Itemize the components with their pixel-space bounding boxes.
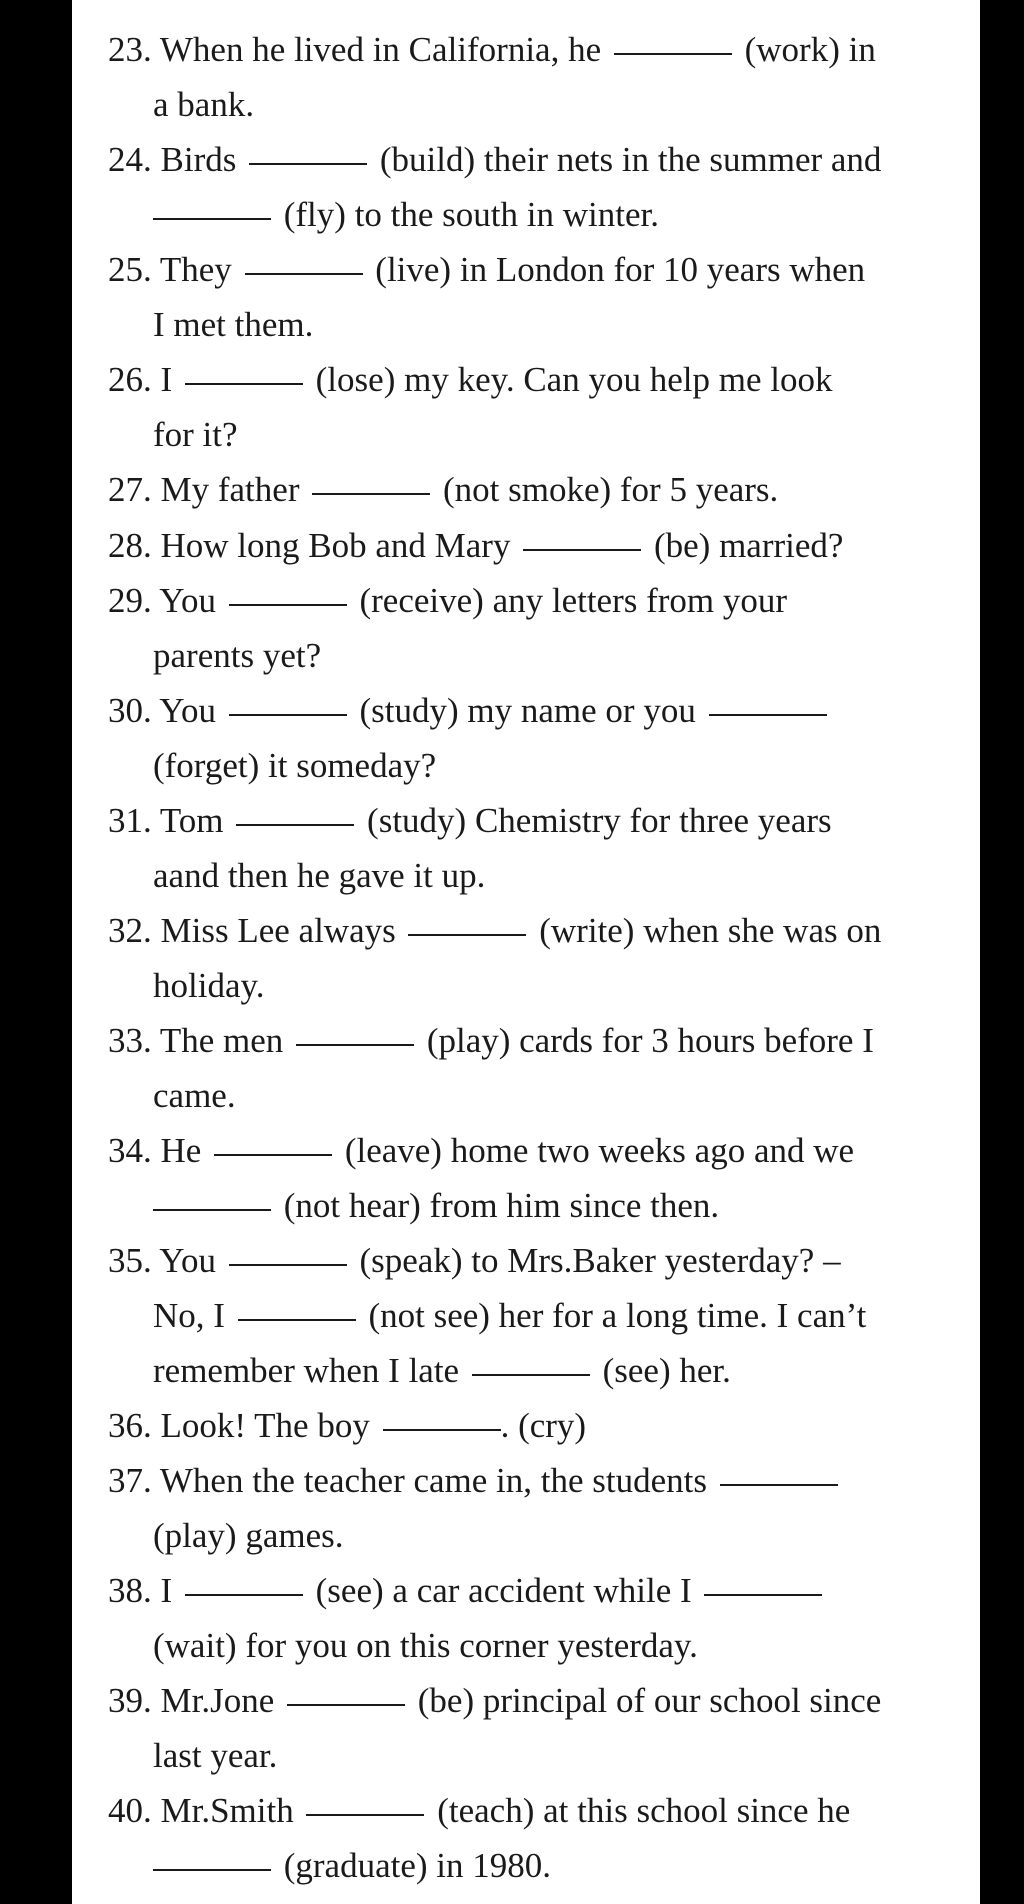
exercise-text: for it? (153, 415, 238, 454)
exercise-text: Look! The boy (160, 1406, 370, 1445)
exercise-25 (108, 242, 960, 352)
exercise-line (108, 628, 960, 683)
exercise-line (108, 1508, 960, 1563)
exercise-line (108, 1838, 960, 1893)
exercise-line (108, 1068, 960, 1123)
exercise-line (108, 1673, 960, 1728)
answer-blank[interactable] (383, 1428, 501, 1431)
exercise-text: They (159, 250, 232, 289)
exercise-number: 24. (108, 140, 152, 179)
exercise-text: last year. (153, 1736, 278, 1775)
exercise-line (108, 848, 960, 903)
answer-blank[interactable] (238, 1318, 356, 1321)
answer-blank[interactable] (229, 603, 347, 606)
exercise-text: (write) when she was on (539, 911, 882, 950)
exercise-text: (work) in (744, 30, 876, 69)
answer-blank[interactable] (296, 1043, 414, 1046)
exercise-text: Birds (160, 140, 237, 179)
exercise-line (108, 518, 960, 573)
exercise-number: 25. (108, 250, 152, 289)
exercise-line (108, 1728, 960, 1783)
exercise-number: 33. (108, 1021, 152, 1060)
exercise-text: (not hear) from him since then. (283, 1186, 720, 1225)
exercise-text: remember when I late (153, 1351, 460, 1390)
exercise-text: holiday. (153, 966, 265, 1005)
answer-blank[interactable] (249, 162, 367, 165)
exercise-number: 35. (108, 1241, 152, 1280)
exercise-text: (receive) any letters from your (359, 581, 788, 620)
exercise-text: (study) my name or you (359, 691, 696, 730)
exercise-number: 36. (108, 1406, 152, 1445)
exercise-32 (108, 903, 960, 1013)
answer-blank[interactable] (720, 1483, 838, 1486)
exercise-line (108, 793, 960, 848)
answer-blank[interactable] (472, 1373, 590, 1376)
exercise-line (108, 1343, 960, 1398)
exercise-text: I met them. (153, 305, 314, 344)
exercise-text: When he lived in California, he (159, 30, 602, 69)
exercise-line (108, 1453, 960, 1508)
exercise-35 (108, 1233, 960, 1398)
exercise-number: 39. (108, 1681, 152, 1720)
answer-blank[interactable] (245, 272, 363, 275)
exercise-number: 32. (108, 911, 152, 950)
exercise-text: Mr.Jone (160, 1681, 275, 1720)
answer-blank[interactable] (229, 1263, 347, 1266)
exercise-text: (lose) my key. Can you help me look (315, 360, 833, 399)
exercise-line (108, 1783, 960, 1838)
exercise-38 (108, 1563, 960, 1673)
exercise-text: (not see) her for a long time. I can’t (368, 1296, 867, 1335)
exercise-30 (108, 683, 960, 793)
exercise-line (108, 958, 960, 1013)
exercise-line (108, 132, 960, 187)
answer-blank[interactable] (523, 548, 641, 551)
exercise-text: (play) games. (153, 1516, 344, 1555)
exercise-line (108, 22, 960, 77)
exercise-number: 26. (108, 360, 152, 399)
exercise-text: . (cry) (500, 1406, 587, 1445)
exercise-text: (play) cards for 3 hours before I (426, 1021, 874, 1060)
exercise-number: 31. (108, 801, 152, 840)
exercise-23 (108, 22, 960, 132)
exercise-text: I (160, 1571, 173, 1610)
exercise-text: parents yet? (153, 636, 322, 675)
exercise-number: 37. (108, 1461, 152, 1500)
exercise-text: came. (153, 1076, 236, 1115)
exercise-line (108, 297, 960, 352)
answer-blank[interactable] (229, 713, 347, 716)
exercise-line (108, 573, 960, 628)
answer-blank[interactable] (408, 933, 526, 936)
exercise-line (108, 1563, 960, 1618)
answer-blank[interactable] (153, 1868, 271, 1871)
exercise-text: (study) Chemistry for three years (367, 801, 832, 840)
exercise-text: Mr.Smith (160, 1791, 294, 1830)
exercise-text: Tom (159, 801, 224, 840)
exercise-text: (graduate) in 1980. (283, 1846, 552, 1885)
exercise-text: My father (160, 470, 300, 509)
exercise-line (108, 1123, 960, 1178)
exercise-text: a bank. (153, 85, 255, 124)
exercise-number: 27. (108, 470, 152, 509)
exercise-37 (108, 1453, 960, 1563)
exercise-line (108, 77, 960, 132)
answer-blank[interactable] (214, 1153, 332, 1156)
exercise-line (108, 187, 960, 242)
exercise-28 (108, 518, 960, 573)
exercise-text: (leave) home two weeks ago and we (344, 1131, 855, 1170)
exercise-text: You (159, 691, 216, 730)
exercise-text: I (160, 360, 173, 399)
answer-blank[interactable] (287, 1703, 405, 1706)
exercise-text: (live) in London for 10 years when (375, 250, 866, 289)
exercise-line (108, 1618, 960, 1673)
exercise-text: (see) a car accident while I (315, 1571, 692, 1610)
exercise-line (108, 1288, 960, 1343)
exercise-27 (108, 462, 960, 517)
exercise-line (108, 1398, 960, 1453)
exercise-24 (108, 132, 960, 242)
exercise-39 (108, 1673, 960, 1783)
exercise-text: (teach) at this school since he (437, 1791, 851, 1830)
exercise-34 (108, 1123, 960, 1233)
exercise-number: 29. (108, 581, 152, 620)
exercise-31 (108, 793, 960, 903)
exercise-text: The men (159, 1021, 284, 1060)
exercise-number: 38. (108, 1571, 152, 1610)
exercise-line (108, 407, 960, 462)
exercise-text: No, I (153, 1296, 225, 1335)
exercise-line (108, 462, 960, 517)
exercise-text: He (160, 1131, 202, 1170)
exercise-line (108, 352, 960, 407)
exercise-number: 23. (108, 30, 152, 69)
exercise-36 (108, 1398, 960, 1453)
exercise-text: You (159, 1241, 216, 1280)
answer-blank[interactable] (704, 1593, 822, 1596)
answer-blank[interactable] (185, 1593, 303, 1596)
exercise-number: 34. (108, 1131, 152, 1170)
exercise-line (108, 738, 960, 793)
exercise-26 (108, 352, 960, 462)
exercise-text: You (159, 581, 216, 620)
answer-blank[interactable] (709, 713, 827, 716)
exercise-29 (108, 573, 960, 683)
exercise-line (108, 1178, 960, 1233)
exercise-text: aand then he gave it up. (153, 856, 486, 895)
exercise-40 (108, 1783, 960, 1893)
exercise-text: (be) principal of our school since (417, 1681, 882, 1720)
exercise-text: How long Bob and Mary (160, 526, 511, 565)
exercise-line (108, 1233, 960, 1288)
exercise-number: 30. (108, 691, 152, 730)
exercise-line (108, 242, 960, 297)
exercise-text: (speak) to Mrs.Baker yesterday? – (359, 1241, 841, 1280)
answer-blank[interactable] (236, 823, 354, 826)
exercise-number: 28. (108, 526, 152, 565)
exercise-text: (see) her. (602, 1351, 731, 1390)
exercise-text: Miss Lee always (160, 911, 396, 950)
answer-blank[interactable] (614, 52, 732, 55)
answer-blank[interactable] (185, 382, 303, 385)
exercise-text: (fly) to the south in winter. (283, 195, 659, 234)
answer-blank[interactable] (153, 1208, 271, 1211)
answer-blank[interactable] (306, 1813, 424, 1816)
answer-blank[interactable] (312, 492, 430, 495)
exercise-text: (build) their nets in the summer and (379, 140, 882, 179)
exercise-text: (not smoke) for 5 years. (442, 470, 779, 509)
exercise-33 (108, 1013, 960, 1123)
exercise-text: (wait) for you on this corner yesterday. (153, 1626, 698, 1665)
exercise-line (108, 683, 960, 738)
answer-blank[interactable] (153, 217, 271, 220)
exercise-line (108, 903, 960, 958)
exercise-text: (forget) it someday? (153, 746, 437, 785)
worksheet-page (72, 0, 980, 1904)
exercise-line (108, 1013, 960, 1068)
exercise-number: 40. (108, 1791, 152, 1830)
exercise-text: (be) married? (653, 526, 844, 565)
exercise-text: When the teacher came in, the students (159, 1461, 708, 1500)
